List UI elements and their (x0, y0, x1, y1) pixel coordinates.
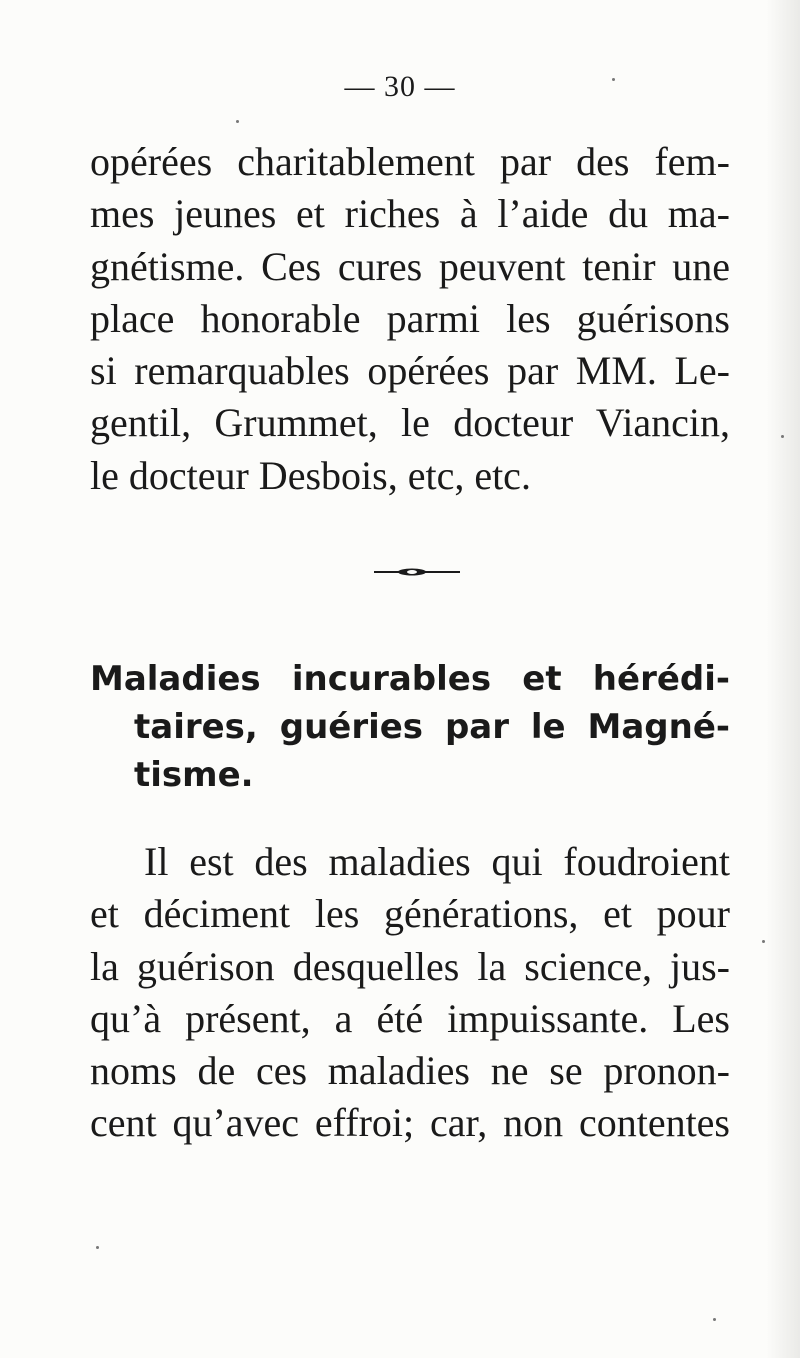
paper-speck (612, 78, 615, 81)
paragraph-body (90, 836, 730, 1150)
text-line: et déciment les générations, et pour (90, 891, 730, 937)
paper-speck (96, 1246, 99, 1249)
text-line: noms de ces maladies ne se pronon- (90, 1048, 730, 1094)
page-number: — 30 — (344, 70, 456, 103)
text-line: gentil, Grummet, le docteur Viancin, (90, 400, 730, 446)
heading-line: tisme. (134, 755, 254, 795)
paper-speck (713, 1318, 716, 1321)
page-edge-shadow (766, 0, 800, 1358)
text-line: mes jeunes et riches à l’aide du ma- (90, 191, 730, 237)
text-line: la guérison desquelles la science, jus- (90, 943, 730, 989)
ornamental-divider-icon (372, 560, 462, 584)
text-line: cent qu’avec effroi; car, non contentes (90, 1100, 730, 1146)
paper-speck (781, 435, 784, 438)
text-line: place honorable parmi les guérisons (90, 295, 730, 341)
heading-line: Maladies incurables et hérédi- (90, 659, 730, 699)
paragraph-continuation (90, 136, 730, 502)
paper-speck (236, 120, 239, 123)
text-line: gnétisme. Ces cures peuvent tenir une (90, 243, 730, 289)
paper-speck (762, 940, 765, 943)
text-line: opérées charitablement par des fem- (90, 139, 730, 184)
text-line: qu’à présent, a été impuissante. Les (90, 995, 730, 1041)
text-line: Il est des maladies qui foudroient (144, 839, 730, 884)
text-line: si remarquables opérées par MM. Le- (90, 348, 730, 394)
section-heading (90, 655, 730, 799)
text-line: le docteur Desbois, etc, etc. (90, 452, 531, 498)
heading-line: taires, guéries par le Magné- (134, 707, 730, 747)
